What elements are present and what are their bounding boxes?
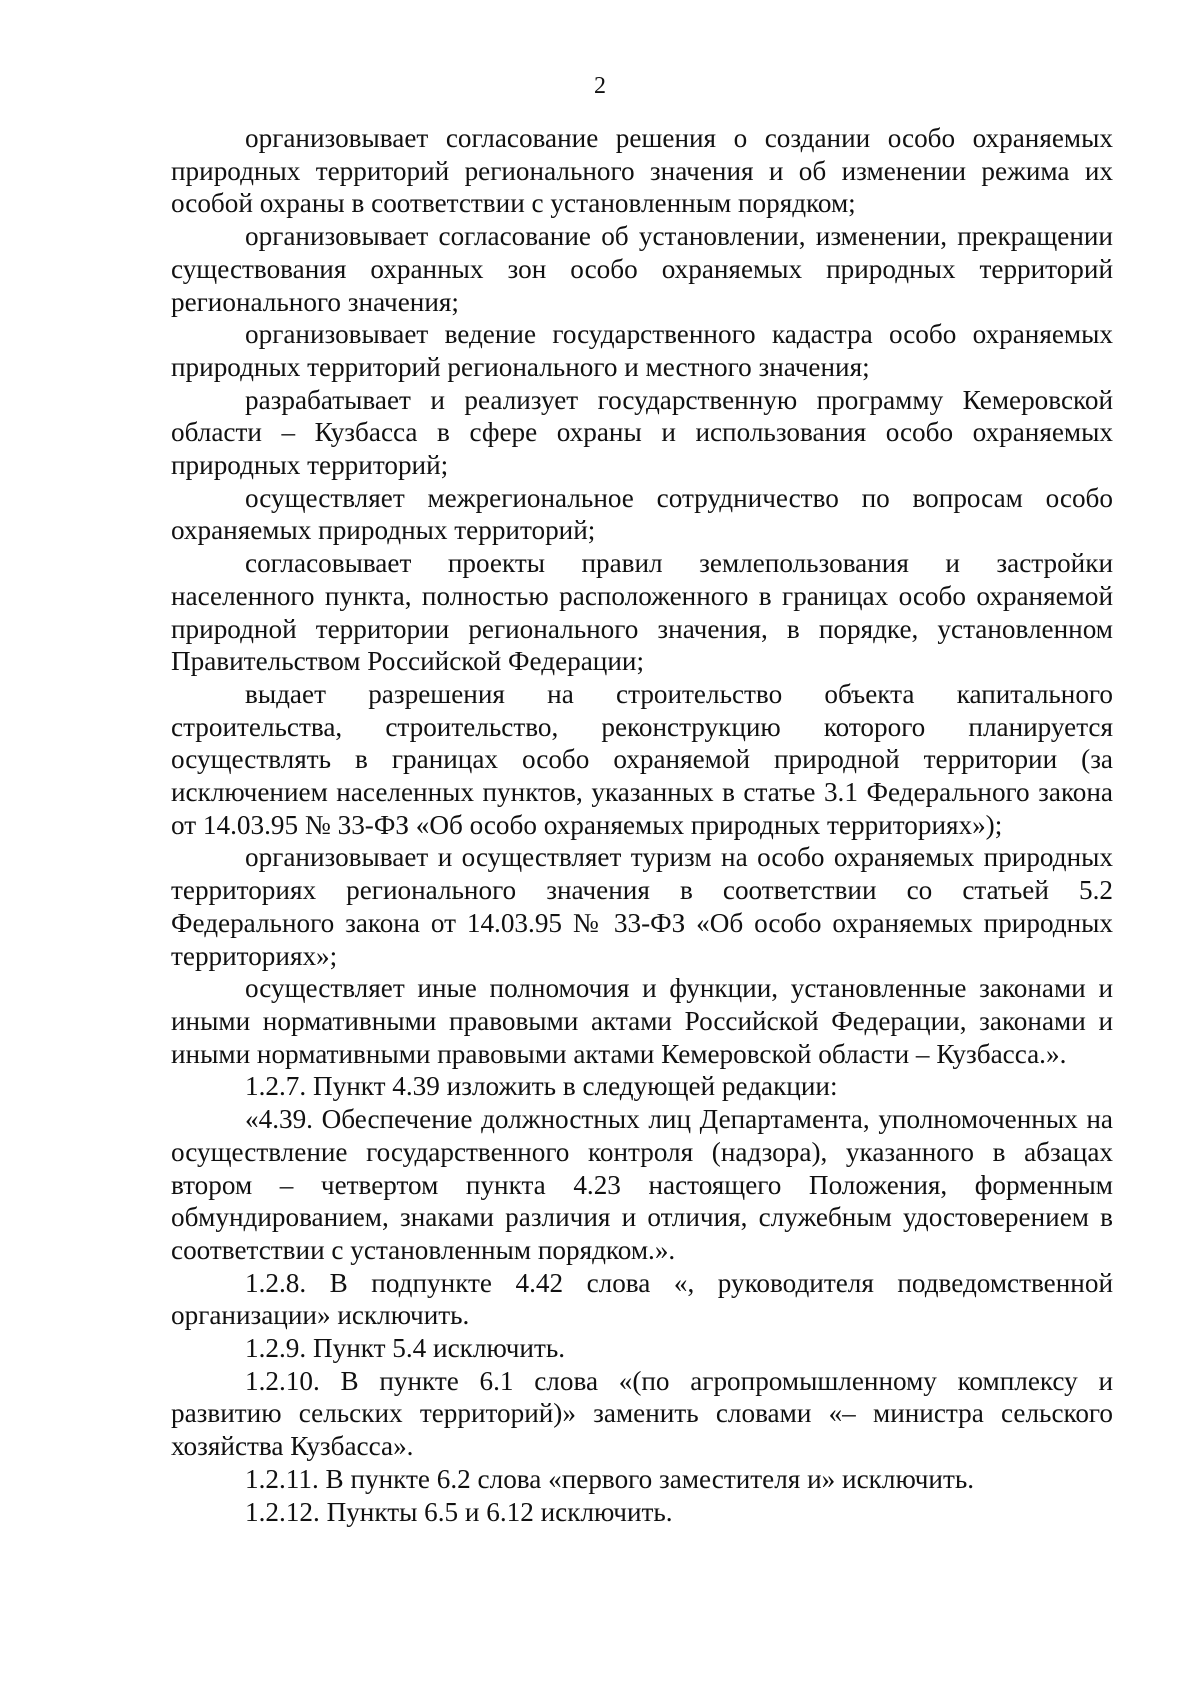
paragraph-item-1-2-11: 1.2.11. В пункте 6.2 слова «первого заместителя и» исключить. <box>245 1463 975 1494</box>
paragraph-state-program: разрабатывает и реализует государственную программу Кемеровской области – Кузбасса в сфере охраны и использования особо охраняемых природных территорий; <box>171 384 1113 481</box>
paragraph-item-1-2-8: 1.2.8. В подпункте 4.42 слова «, руководителя подведомственной организации» исключить. <box>171 1267 1113 1331</box>
paragraph-item-1-2-12: 1.2.12. Пункты 6.5 и 6.12 исключить. <box>245 1496 673 1527</box>
paragraph-other-powers: осуществляет иные полномочия и функции, установленные законами и иными нормативными правовыми актами Российской Федерации, законами и иными нормативными правовыми актами Кемеровской области – Кузбасса.». <box>171 973 1113 1069</box>
paragraph-land-use-rules: согласовывает проекты правил землепользования и застройки населенного пункта, полностью расположенного в границах особо охраняемой природной территории регионального значения, в порядке, установленном Правительством Российской Федерации; <box>171 548 1113 677</box>
document-body <box>171 122 1113 1528</box>
paragraph-natural-areas-approval: организовывает согласование решения о создании особо охраняемых природных территорий регионального значения и об изменении режима их особой охраны в соответствии с установленным порядком; <box>171 123 1113 219</box>
paragraph-interregional-cooperation: осуществляет межрегиональное сотрудничество по вопросам особо охраняемых природных территорий; <box>171 482 1113 546</box>
paragraph-construction-permits: выдает разрешения на строительство объекта капитального строительства, строительство, реконструкцию которого планируется осуществлять в границах особо охраняемой природной территории (за исключением населенных пунктов, указанных в статье 3.1 Федерального закона от 14.03.95 № 33-ФЗ «Об особо охраняемых природных территориях»); <box>171 678 1113 840</box>
paragraph-item-1-2-9: 1.2.9. Пункт 5.4 исключить. <box>245 1333 566 1364</box>
page-number: 2 <box>594 73 606 99</box>
paragraph-item-1-2-7: 1.2.7. Пункт 4.39 изложить в следующей редакции: <box>245 1071 838 1102</box>
paragraph-cadastre: организовывает ведение государственного кадастра особо охраняемых природных территорий регионального и местного значения; <box>171 319 1113 382</box>
paragraph-protection-zones: организовывает согласование об установлении, изменении, прекращении существования охранных зон особо охраняемых природных территорий регионального значения; <box>171 221 1113 317</box>
paragraph-item-1-2-10: 1.2.10. В пункте 6.1 слова «(по агропромышленному комплексу и развитию сельских территорий)» заменить словами «– министра сельского хозяйства Кузбасса». <box>171 1365 1113 1462</box>
paragraph-tourism: организовывает и осуществляет туризм на особо охраняемых природных территориях регионального значения в соответствии со статьей 5.2 Федерального закона от 14.03.95 № 33-ФЗ «Об особо охраняемых природных территориях»; <box>171 842 1113 971</box>
paragraph-item-4-39: «4.39. Обеспечение должностных лиц Департамента, уполномоченных на осуществление государственного контроля (надзора), указанного в абзацах втором – четвертом пункта 4.23 настоящего Положения, форменным обмундированием, знаками различия и отличия, служебным удостоверением в соответствии с установленным порядком.». <box>171 1104 1113 1265</box>
